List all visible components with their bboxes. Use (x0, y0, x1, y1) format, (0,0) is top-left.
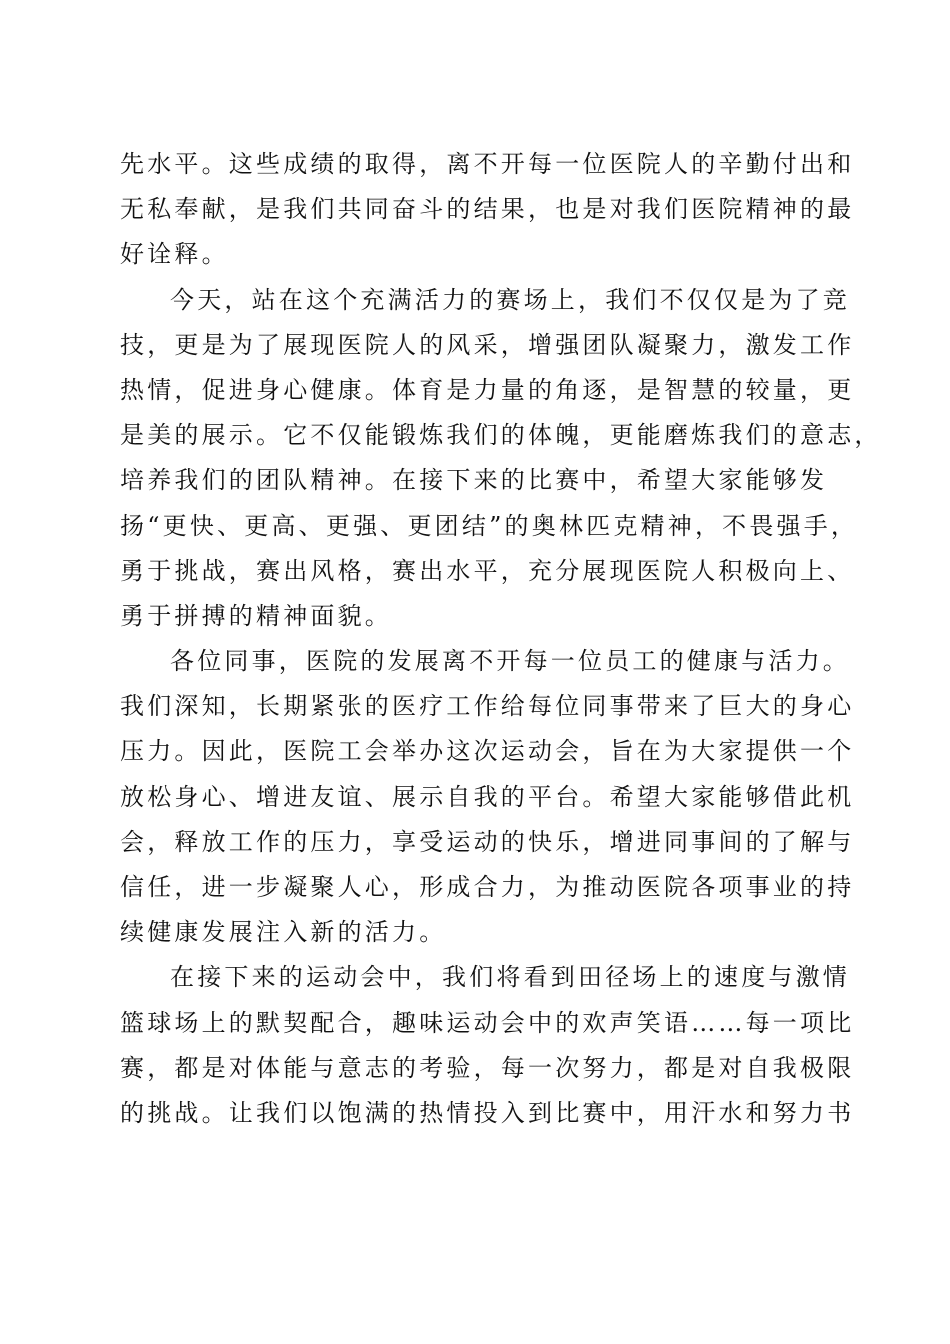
text-line: 先水平。这些成绩的取得，离不开每一位医院人的辛勤付出和 (120, 150, 855, 178)
text-line: 勇于挑战，赛出风格，赛出水平，充分展现医院人积极向上、 (120, 556, 855, 585)
text-line: 赛，都是对体能与意志的考验，每一次努力，都是对自我极限 (120, 1053, 855, 1082)
text-line: 扬“更快、更高、更强、更团结”的奥林匹克精神，不畏强手， (120, 511, 859, 540)
text-line: 培养我们的团队精神。在接下来的比赛中，希望大家能够发 (120, 466, 828, 495)
text-line: 勇于拼搏的精神面貌。 (120, 601, 392, 630)
text-line: 续健康发展注入新的活力。 (120, 918, 447, 947)
paragraph-start-line: 今天，站在这个充满活力的赛场上，我们不仅仅是为了竞 (170, 285, 850, 314)
text-line: 我们深知，长期紧张的医疗工作给每位同事带来了巨大的身心 (120, 692, 855, 721)
text-line: 放松身心、增进友谊、展示自我的平台。希望大家能够借此机 (120, 782, 855, 811)
text-line: 热情，促进身心健康。体育是力量的角逐，是智慧的较量，更 (120, 375, 855, 404)
text-line: 技，更是为了展现医院人的风采，增强团队凝聚力，激发工作 (120, 330, 855, 359)
paragraph-start-line: 在接下来的运动会中，我们将看到田径场上的速度与激情 (170, 963, 850, 992)
text-line: 是美的展示。它不仅能锻炼我们的体魄，更能磨炼我们的意志， (120, 421, 882, 450)
text-line: 会，释放工作的压力，享受运动的快乐，增进同事间的了解与 (120, 827, 855, 856)
text-line: 无私奉献，是我们共同奋斗的结果，也是对我们医院精神的最 (120, 195, 855, 224)
paragraph-start-line: 各位同事，医院的发展离不开每一位员工的健康与活力。 (170, 647, 850, 676)
text-line: 篮球场上的默契配合，趣味运动会中的欢声笑语……每一项比 (120, 1008, 855, 1037)
text-line: 的挑战。让我们以饱满的热情投入到比赛中，用汗水和努力书 (120, 1098, 855, 1127)
text-line: 压力。因此，医院工会举办这次运动会，旨在为大家提供一个 (120, 737, 855, 766)
body-text (120, 142, 882, 1136)
text-line: 好诠释。 (120, 240, 229, 269)
text-line: 信任，进一步凝聚人心，形成合力，为推动医院各项事业的持 (120, 873, 855, 901)
